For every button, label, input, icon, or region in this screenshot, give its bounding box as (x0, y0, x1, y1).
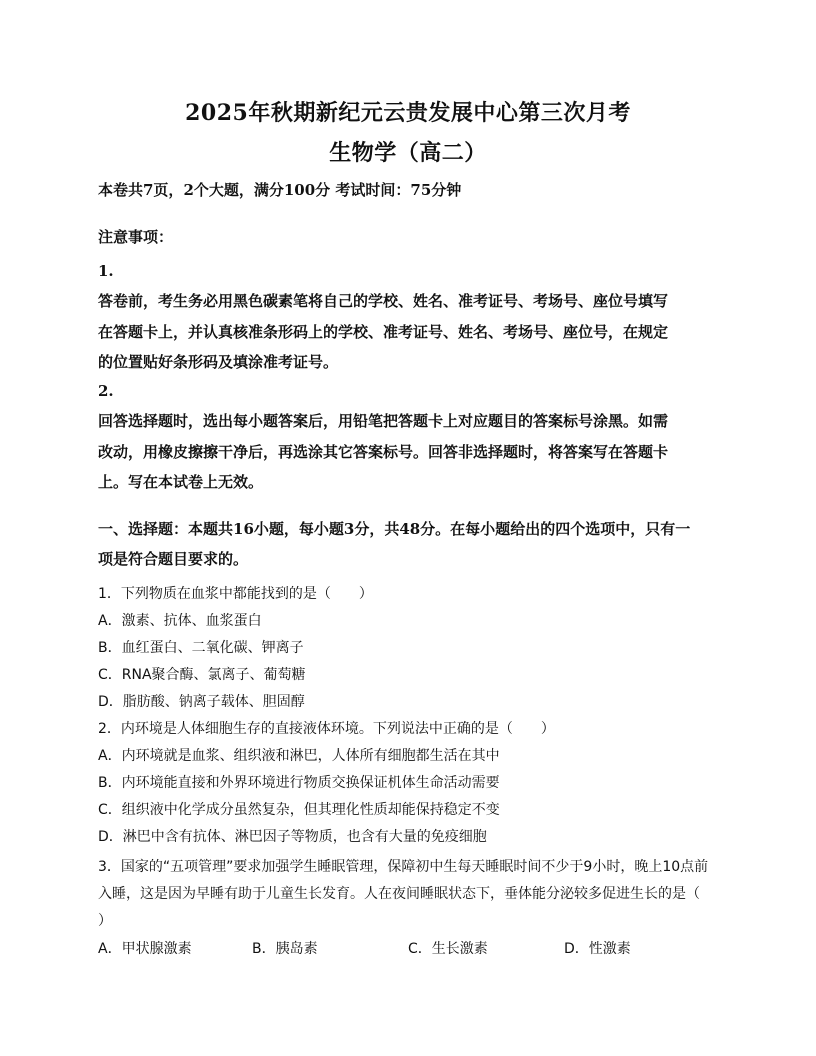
question-1-option-a: A．激素、抗体、血浆蛋白 (98, 613, 262, 629)
notes-heading: 注意事项： (98, 228, 174, 246)
question-2-option-a: A．内环境就是血浆、组织液和淋巴，人体所有细胞都生活在其中 (98, 748, 500, 764)
question-3-stem-line: 3．国家的“五项管理”要求加强学生睡眠管理，保障初中生每天睡眠时间不少于9小时，晚上10点前 (98, 859, 709, 875)
note-2-line: 回答选择题时，选出每小题答案后，用铅笔把答题卡上对应题目的答案标号涂黑。如需 (98, 412, 669, 430)
question-1-option-b: B．血红蛋白、二氧化碳、钾离子 (98, 640, 304, 656)
note-1-line: 的位置贴好条形码及填涂准考证号。 (98, 353, 339, 371)
note-2-line: 改动，用橡皮擦擦干净后，再选涂其它答案标号。回答非选择题时，将答案写在答题卡 (98, 443, 669, 461)
question-3-stem-line: ） (98, 913, 112, 929)
note-1-line: 答卷前，考生务必用黑色碳素笔将自己的学校、姓名、准考证号、考场号、座位号填写 (98, 292, 669, 310)
question-2-stem: 2．内环境是人体细胞生存的直接液体环境。下列说法中正确的是（ ） (98, 721, 555, 737)
exam-title: 2025年秋期新纪元云贵发展中心第三次月考 (185, 100, 631, 126)
question-1-option-c: C．RNA聚合酶、氯离子、葡萄糖 (98, 667, 306, 683)
section-heading-line: 项是符合题目要求的。 (98, 550, 249, 568)
question-2-option-d: D．淋巴中含有抗体、淋巴因子等物质，也含有大量的免疫细胞 (98, 829, 487, 845)
note-1-number: 1. (98, 262, 114, 280)
note-1-line: 在答题卡上，并认真核准条形码上的学校、准考证号、姓名、考场号、座位号，在规定 (98, 323, 669, 341)
question-2-option-c: C．组织液中化学成分虽然复杂，但其理化性质却能保持稳定不变 (98, 802, 500, 818)
question-1-option-d: D．脂肪酸、钠离子载体、胆固醇 (98, 694, 305, 710)
note-2-number: 2. (98, 382, 114, 400)
question-3-option-d: D．性激素 (564, 941, 631, 957)
exam-info: 本卷共7页，2个大题，满分100分 考试时间：75分钟 (98, 181, 462, 199)
question-1-stem: 1．下列物质在血浆中都能找到的是（ ） (98, 586, 373, 602)
section-heading-line: 一、选择题：本题共16小题，每小题3分，共48分。在每小题给出的四个选项中，只有一 (98, 520, 691, 538)
question-3-options (98, 938, 718, 960)
question-3-option-b: B．胰岛素 (252, 941, 318, 957)
question-3-stem-line: 入睡，这是因为早睡有助于儿童生长发育。人在夜间睡眠状态下，垂体能分泌较多促进生长的是（ (98, 886, 700, 902)
note-2-line: 上。写在本试卷上无效。 (98, 473, 264, 491)
question-3-option-a: A．甲状腺激素 (98, 941, 192, 957)
question-3-option-c: C．生长激素 (408, 941, 488, 957)
exam-subject: 生物学（高二） (329, 140, 487, 166)
question-2-option-b: B．内环境能直接和外界环境进行物质交换保证机体生命活动需要 (98, 775, 500, 791)
